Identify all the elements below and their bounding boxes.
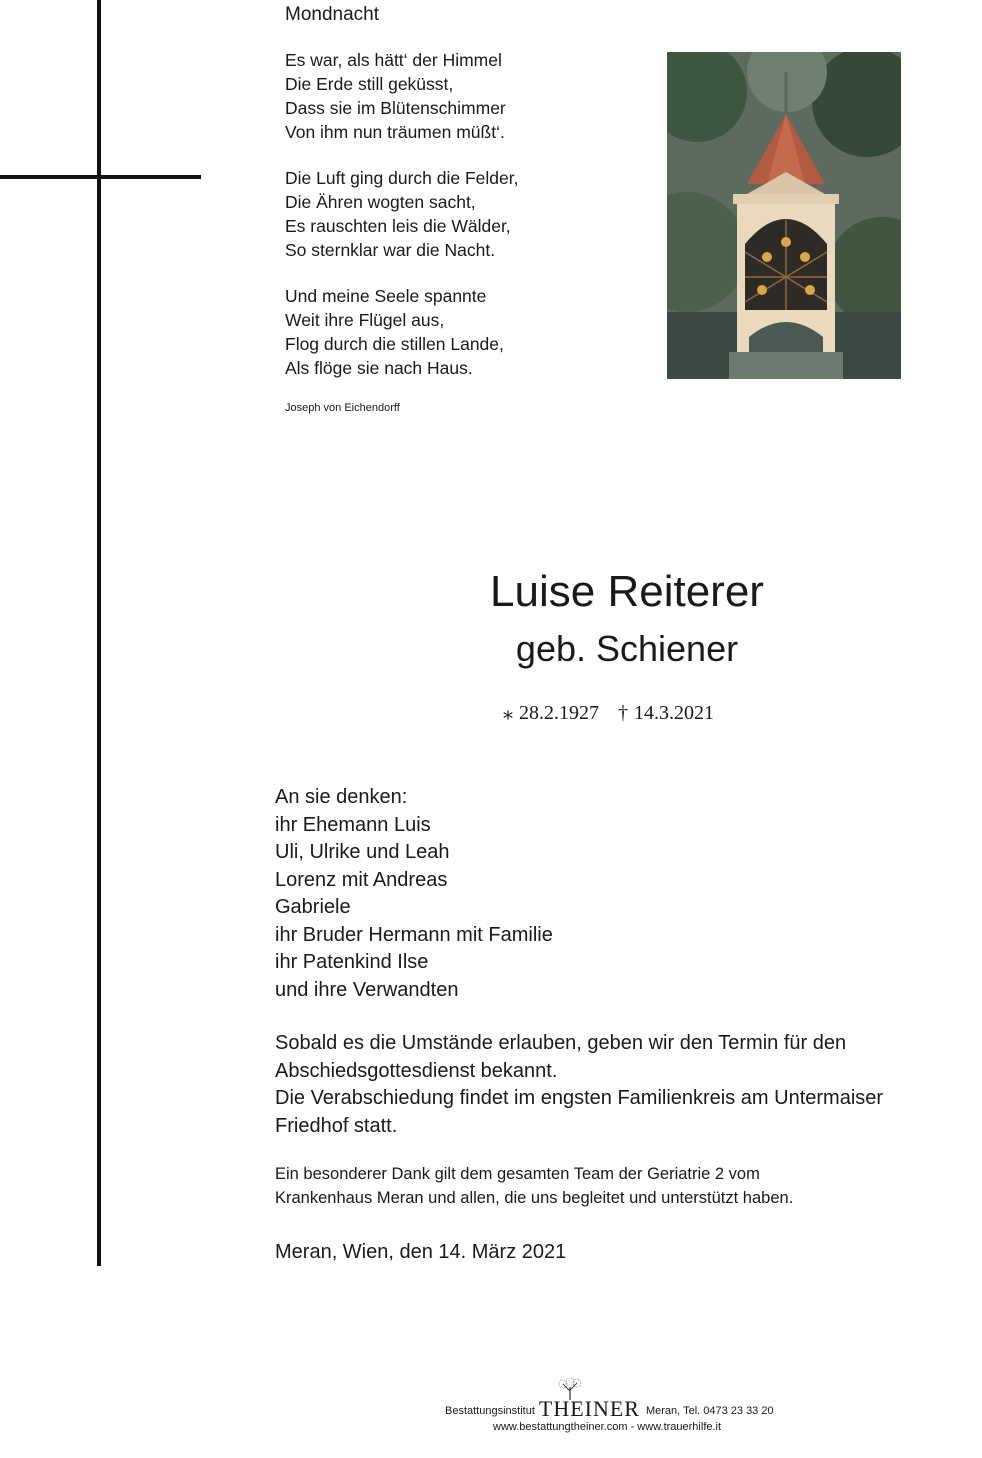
poem-line: Von ihm nun träumen müßt‘. <box>285 122 505 142</box>
mourner: ihr Bruder Hermann mit Familie <box>275 923 553 946</box>
thanks-note <box>275 1162 955 1210</box>
mourner: Lorenz mit Andreas <box>275 868 448 891</box>
tree-icon <box>553 1378 587 1400</box>
cross-vertical-bar <box>97 0 101 1266</box>
poem-stanza <box>285 48 645 144</box>
notice-line: Sobald es die Umstände erlauben, geben wir den Termin für den <box>275 1032 847 1054</box>
place-and-date: Meran, Wien, den 14. März 2021 <box>275 1241 567 1263</box>
mourner: ihr Ehemann Luis <box>275 813 431 836</box>
poem-line: Und meine Seele spannte <box>285 286 487 306</box>
cross-icon: † <box>618 702 628 724</box>
poem-line: Es war, als hätt‘ der Himmel <box>285 50 502 70</box>
notice-line: Friedhof statt. <box>275 1114 398 1137</box>
mourner: und ihre Verwandten <box>275 978 459 1001</box>
birth-date: ⁎ 28.2.1927 <box>503 702 599 724</box>
mourner: Gabriele <box>275 896 351 918</box>
poem-line: Die Ähren wogten sacht, <box>285 192 476 212</box>
mourners-heading: An sie denken: <box>275 786 408 808</box>
life-dates <box>503 700 728 725</box>
thanks-line: Ein besonderer Dank gilt dem gesamten Team der Geriatrie 2 vom <box>275 1165 760 1183</box>
poem-line: So sternklar war die Nacht. <box>285 240 496 260</box>
poem-line: Die Luft ging durch die Felder, <box>285 168 519 188</box>
funeral-notice <box>275 1030 975 1140</box>
logo-text: THEINER <box>538 1396 640 1421</box>
death-date: † 14.3.2021 <box>618 702 714 724</box>
mourner: ihr Patenkind Ilse <box>275 951 429 973</box>
poem-line: Flog durch die stillen Lande, <box>285 334 504 354</box>
poem-title: Mondnacht <box>285 4 380 25</box>
poem-stanza <box>285 284 645 380</box>
poem-author: Joseph von Eichendorff <box>285 402 400 414</box>
deceased-name: Luise Reiterer <box>490 567 764 616</box>
funeral-home-footer <box>445 1398 865 1433</box>
poem-line: Dass sie im Blütenschimmer <box>285 98 506 118</box>
footer-websites[interactable]: www.bestattungtheiner.com - www.trauerhilfe.it <box>493 1421 722 1433</box>
poem-line: Die Erde still geküsst, <box>285 74 454 94</box>
deceased-birth-name: geb. Schiener <box>515 628 739 669</box>
notice-line: Abschiedsgottesdienst bekannt. <box>275 1059 558 1082</box>
poem <box>285 2 645 414</box>
poem-line: Als flöge sie nach Haus. <box>285 358 473 378</box>
poem-stanza <box>285 166 645 262</box>
cross-horizontal-bar <box>0 175 201 179</box>
funeral-home-logo <box>539 1398 640 1420</box>
notice-line: Die Verabschiedung findet im engsten Familienkreis am Untermaiser <box>275 1087 884 1109</box>
poem-line: Es rauschten leis die Wälder, <box>285 216 511 236</box>
mourner: Uli, Ulrike und Leah <box>275 841 450 863</box>
wayside-shrine-photo <box>667 52 901 379</box>
footer-label: Bestattungsinstitut <box>445 1405 535 1417</box>
birth-symbol: ⁎ <box>503 702 513 724</box>
poem-line: Weit ihre Flügel aus, <box>285 310 445 330</box>
footer-contact: Meran, Tel. 0473 23 33 20 <box>645 1405 774 1417</box>
mourners-list <box>275 784 553 1004</box>
thanks-line: Krankenhaus Meran und allen, die uns begleitet und unterstützt haben. <box>275 1189 794 1207</box>
